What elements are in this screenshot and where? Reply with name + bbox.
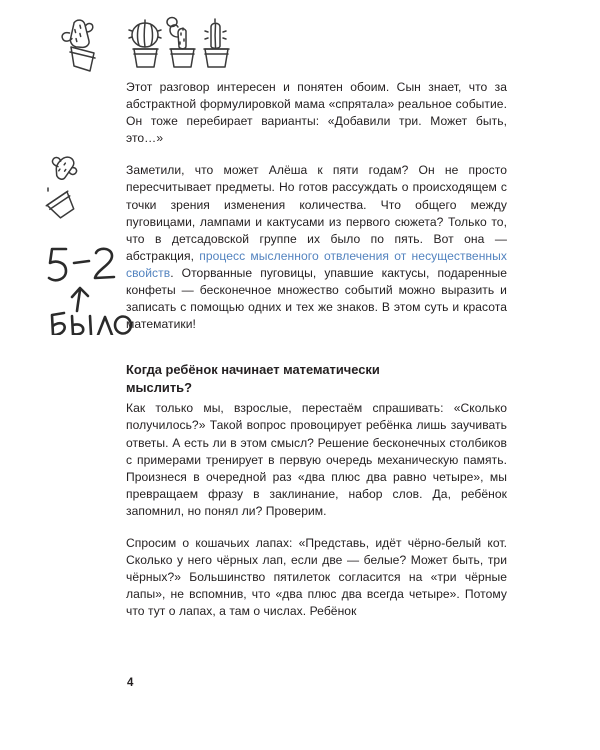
text-column [126, 79, 507, 620]
section-heading: Когда ребёнок начинает математически мыслить? [126, 362, 380, 395]
paragraph-4: Спросим о кошачьих лапах: «Представь, идёт чёрно-белый кот. Сколько у него чёрных лап, если две — белые? Может быть, три чёрных?» Большинство пятилеток согласится на «три чёрные лапы», не вспомнив, что «два плюс два всегда четыре». Потому что тут о лапах, а там о числах. Ребёнок [126, 535, 507, 619]
paragraph-2 [126, 162, 507, 333]
paragraph-2-text-after-link: . Оторванные пуговицы, упавшие кактусы, подаренные конфеты — бесконечное множество событий можно выразить и записать с помощью одних и тех же знаков. В этом суть и красота математики! [126, 265, 507, 332]
paragraph-1: Этот разговор интересен и понятен обоим. Сын знает, что за абстрактной формулировкой мама «спрятала» реальное событие. Он тоже перебирает варианты: «Добавили три. Может быть, это…» [126, 80, 507, 146]
page-number: 4 [127, 677, 134, 689]
paragraph-2-text-before-link: Заметили, что может Алёша к пяти годам? Он не просто пересчитывает предметы. Но готов рассуждать о происходящем с точки зрения изменения количества. Что общего между пуговицами, лампами и кактусами из первого сюжета? Только то, что в детсадовской группе их было по пять. Вот она — абстракция, [126, 163, 507, 263]
handwritten-equation-note [44, 243, 134, 340]
paragraph-3: Как только мы, взрослые, перестаём спрашивать: «Сколько получилось?» Такой вопрос провоцирует ребёнка лишь заучивать ответы. А есть ли в этом смысл? Решение бесконечных столбиков с примерами тренирует в первую очередь механическую память. Произнеся в очередной раз «два плюс два равно четыре», мы превращаем фразу в заклинание, набор слов. Да, ребёнок запомнил, но понял ли? Проверим. [126, 401, 507, 518]
falling-cactus-out-of-pot-doodle [34, 152, 100, 229]
cactus-in-tilted-pot-doodle [50, 14, 108, 81]
abstraction-definition-link[interactable]: процесс мысленного отвлечения от несущественных свойств [126, 248, 507, 280]
three-potted-cacti-doodle [126, 13, 244, 80]
